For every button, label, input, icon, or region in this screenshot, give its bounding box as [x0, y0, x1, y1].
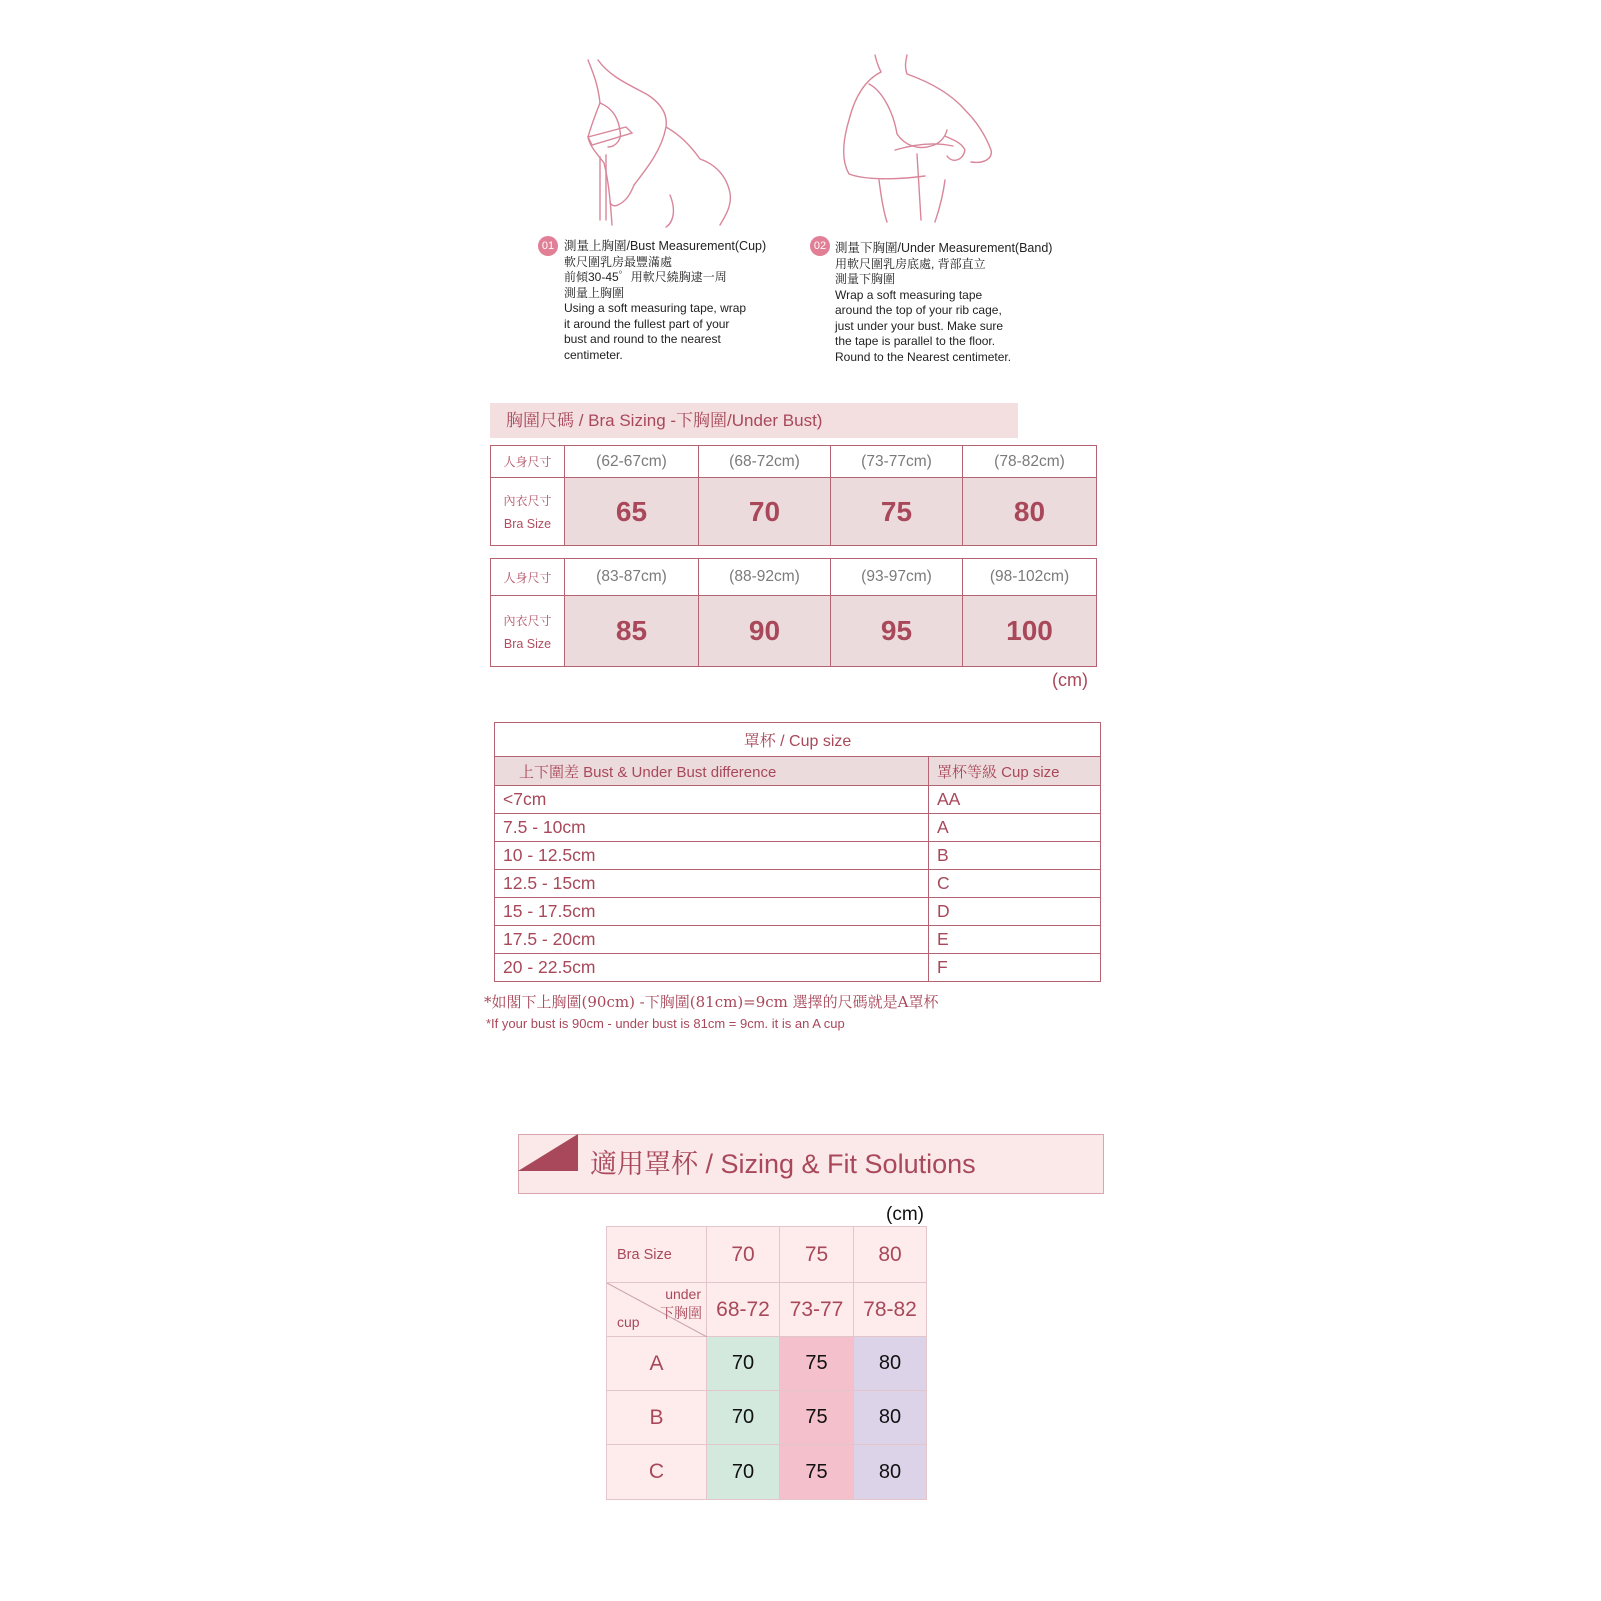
step-1-line: centimeter.: [564, 347, 623, 362]
fit-cell: 75: [780, 1445, 854, 1500]
fit-cell: 70: [707, 1337, 780, 1391]
body-range: (73-77cm): [831, 446, 963, 478]
body-range: (62-67cm): [565, 446, 699, 478]
fit-under-range: 73-77: [780, 1283, 854, 1337]
cup-size-title: 罩杯 / Cup size: [495, 723, 1101, 757]
cup-diff: <7cm: [495, 786, 929, 814]
bra-size-table-1: [490, 445, 1097, 546]
body-range: (93-97cm): [831, 559, 963, 596]
step-1-line: Using a soft measuring tape, wrap: [564, 301, 747, 315]
step-2-line: the tape is parallel to the floor.: [835, 334, 996, 348]
fit-cell: 75: [780, 1337, 854, 1391]
step-1-line: 軟尺圍乳房最豐滿處: [564, 254, 673, 269]
fit-size-header: 70: [707, 1227, 780, 1283]
body-range: (98-102cm): [963, 559, 1097, 596]
cup-grade: D: [929, 898, 1101, 926]
body-range: (88-92cm): [699, 559, 831, 596]
bra-size-value: 70: [699, 478, 831, 546]
cup-grade-header: 罩杯等級 Cup size: [929, 757, 1101, 786]
bra-size-table-2: [490, 558, 1097, 667]
step-2-line: just under your bust. Make sure: [835, 318, 1004, 333]
step-2-line: around the top of your rib cage,: [835, 303, 1002, 317]
step-2-line: Wrap a soft measuring tape: [835, 287, 983, 302]
bra-size-value: 80: [963, 478, 1097, 546]
bra-size-header: Bra Size: [607, 1227, 707, 1283]
bra-size-label-en: Bra Size: [503, 636, 552, 651]
cup-diff-header: 上下圍差 Bust & Under Bust difference: [495, 757, 929, 786]
cup-grade: F: [929, 954, 1101, 982]
fit-cell: 80: [854, 1337, 927, 1391]
cup-diff: 10 - 12.5cm: [495, 842, 929, 870]
under-label-zh: 下胸圍: [660, 1305, 702, 1321]
cup-note-zh: *如閣下上胸圍(90cm) -下胸圍(81cm)=9cm 選擇的尺碼就是A罩杯: [484, 993, 939, 1011]
step-2-line: 用軟尺圍乳房底處, 背部直立: [835, 256, 986, 271]
bra-size-value: 85: [565, 596, 699, 667]
step-2-text: [835, 241, 1085, 365]
fit-unit: (cm): [886, 1204, 924, 1225]
cup-grade: A: [929, 814, 1101, 842]
cup-diff: 15 - 17.5cm: [495, 898, 929, 926]
bra-sizing-title: 胸圍尺碼 / Bra Sizing -下胸圍/Under Bust): [490, 403, 1018, 438]
under-label: under: [665, 1286, 701, 1302]
bra-size-label: [491, 478, 565, 546]
cup-grade: B: [929, 842, 1101, 870]
step-2-line: Round to the Nearest centimeter.: [835, 349, 1012, 364]
cup-grade: E: [929, 926, 1101, 954]
bra-size-label-en: Bra Size: [503, 517, 552, 531]
step-1-title: 測量上胸圍/Bust Measurement(Cup): [564, 239, 767, 253]
body-range: (83-87cm): [565, 559, 699, 596]
fit-cup-label: C: [607, 1445, 707, 1500]
cup-label: cup: [617, 1314, 640, 1330]
step-1-text: [564, 239, 804, 363]
fit-size-header: 75: [780, 1227, 854, 1283]
step-1-line: 前傾30-45゜用軟尺繞胸逮一周: [564, 270, 727, 284]
body-size-label: 人身尺寸: [491, 559, 565, 596]
bra-size-value: 90: [699, 596, 831, 667]
cup-diff: 17.5 - 20cm: [495, 926, 929, 954]
fit-cell: 75: [780, 1391, 854, 1445]
cup-diff: 12.5 - 15cm: [495, 870, 929, 898]
bra-sizing-unit: (cm): [1052, 670, 1088, 690]
fit-title-triangle: [518, 1134, 580, 1172]
step-2-line: 測量下胸圍: [835, 272, 896, 286]
under-cup-corner: [607, 1283, 707, 1337]
bra-size-value: 75: [831, 478, 963, 546]
fit-cup-label: A: [607, 1337, 707, 1391]
fit-under-range: 78-82: [854, 1283, 927, 1337]
step-2-title: 測量下胸圍/Under Measurement(Band): [835, 241, 1053, 255]
fit-cup-label: B: [607, 1391, 707, 1445]
cup-grade: C: [929, 870, 1101, 898]
fit-size-header: 80: [854, 1227, 927, 1283]
cup-diff: 7.5 - 10cm: [495, 814, 929, 842]
fit-cell: 70: [707, 1391, 780, 1445]
step-1-line: it around the fullest part of your: [564, 316, 730, 331]
bra-size-value: 100: [963, 596, 1097, 667]
bra-size-label-zh: 內衣尺寸: [503, 494, 552, 508]
step-1-line: 測量上胸圍: [564, 285, 625, 300]
body-size-label: 人身尺寸: [491, 446, 565, 478]
bra-size-value: 95: [831, 596, 963, 667]
bust-measurement-illustration: [570, 55, 750, 230]
bra-size-label-zh: 內衣尺寸: [503, 613, 552, 628]
fit-under-range: 68-72: [707, 1283, 780, 1337]
band-measurement-illustration: [835, 50, 1005, 225]
fit-cell: 70: [707, 1445, 780, 1500]
fit-cell: 80: [854, 1445, 927, 1500]
step-1-badge: 01: [538, 236, 558, 256]
step-2-badge: 02: [810, 236, 830, 256]
cup-grade: AA: [929, 786, 1101, 814]
cup-note-en: *If your bust is 90cm - under bust is 81cm = 9cm. it is an A cup: [486, 1016, 845, 1031]
fit-cell: 80: [854, 1391, 927, 1445]
step-1-line: bust and round to the nearest: [564, 332, 721, 346]
bra-size-value: 65: [565, 478, 699, 546]
cup-diff: 20 - 22.5cm: [495, 954, 929, 982]
cup-size-table: [494, 722, 1101, 982]
body-range: (78-82cm): [963, 446, 1097, 478]
fit-solutions-title: 適用罩杯 / Sizing & Fit Solutions: [518, 1134, 1104, 1194]
fit-solutions-table: [606, 1226, 927, 1500]
bra-size-label: [491, 596, 565, 667]
body-range: (68-72cm): [699, 446, 831, 478]
